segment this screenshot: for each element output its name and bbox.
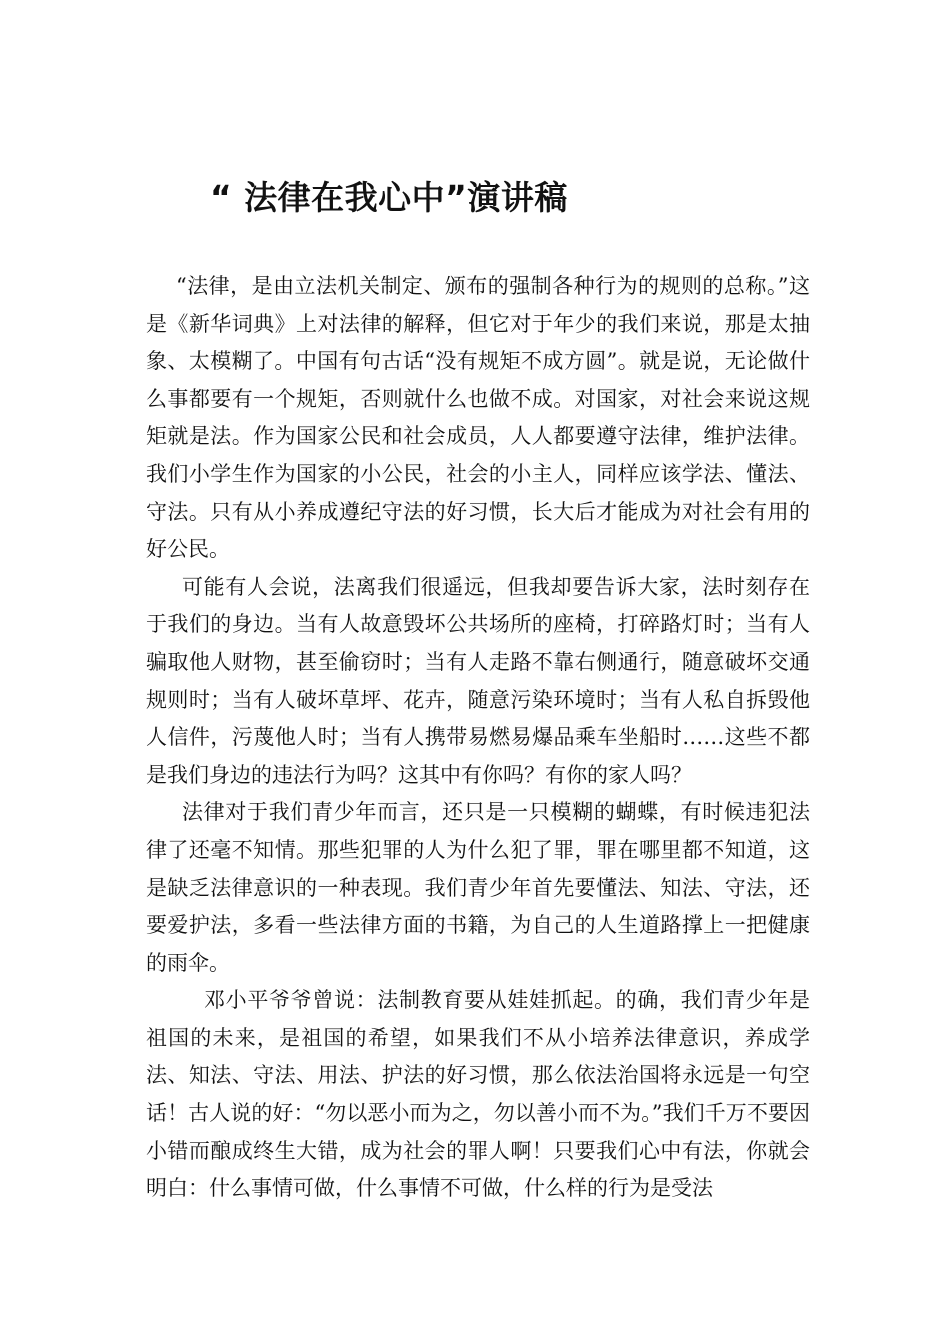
document-body (146, 268, 810, 1208)
paragraph-3: 法律对于我们青少年而言，还只是一只模糊的蝴蝶，有时候违犯法律了还毫不知情。那些犯罪的人为什么犯了罪，罪在哪里都不知道，这是缺乏法律意识的一种表现。我们青少年首先要懂法、知法、守法，还要爱护法，多看一些法律方面的书籍，为自己的人生道路撑上一把健康的雨伞。 (146, 800, 810, 975)
paragraph-4: 邓小平爷爷曾说：法制教育要从娃娃抓起。的确，我们青少年是祖国的未来，是祖国的希望，如果我们不从小培养法律意识，养成学法、知法、守法、用法、护法的好习惯，那么依法治国将永远是一句空话！古人说的好：“勿以恶小而为之，勿以善小而不为。”我们千万不要因小错而酿成终生大错，成为社会的罪人啊！只要我们心中有法，你就会明白：什么事情可做，什么事情不可做，什么样的行为是受法 (146, 988, 810, 1201)
document-title: “ 法律在我心中”演讲稿 (210, 178, 568, 217)
paragraph-2: 可能有人会说，法离我们很遥远，但我却要告诉大家，法时刻存在于我们的身边。当有人故意毁坏公共场所的座椅，打碎路灯时；当有人骗取他人财物，甚至偷窃时；当有人走路不靠右侧通行，随意破坏交通规则时；当有人破坏草坪、花卉，随意污染环境时；当有人私自拆毁他人信件，污蔑他人时；当有人携带易燃易爆品乘车坐船时……这些不都是我们身边的违法行为吗？这其中有你吗？有你的家人吗？ (146, 574, 810, 787)
paragraph-1: “法律，是由立法机关制定、颁布的强制各种行为的规则的总称。”这是《新华词典》上对法律的解释，但它对于年少的我们来说，那是太抽象、太模糊了。中国有句古话“没有规矩不成方圆”。就是说，无论做什么事都要有一个规矩，否则就什么也做不成。对国家，对社会来说这规矩就是法。作为国家公民和社会成员，人人都要遵守法律，维护法律。我们小学生作为国家的小公民，社会的小主人，同样应该学法、懂法、守法。只有从小养成遵纪守法的好习惯，长大后才能成为对社会有用的好公民。 (146, 274, 810, 562)
